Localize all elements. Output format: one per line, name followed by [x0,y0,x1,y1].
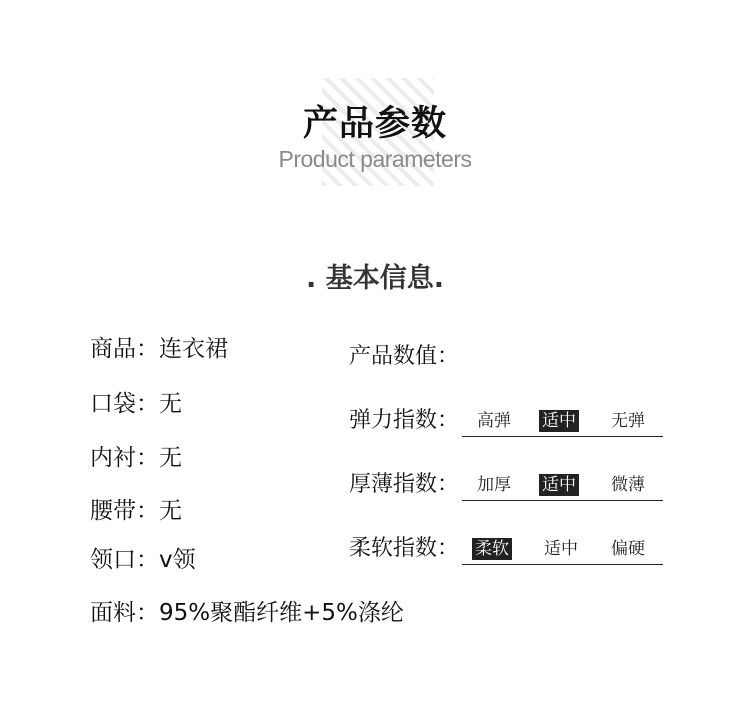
info-row-neckline [90,545,196,575]
info-value: 无 [159,391,182,417]
section-title: . 基本信息. [306,263,444,294]
info-row-fabric [90,598,404,628]
scale-option: 高弹 [477,411,511,431]
scale-option: 加厚 [477,475,511,495]
page-title: 产品参数 [302,104,447,144]
elasticity-scale [462,408,663,437]
scale-option-selected: 适中 [539,474,579,496]
scale-option: 无弹 [611,411,645,431]
softness-scale [462,536,663,565]
info-value: 连衣裙 [159,336,228,362]
info-value: v领 [159,547,196,573]
info-value: 无 [159,445,182,471]
info-label: 面料： [90,600,159,626]
thickness-label: 厚薄指数： [349,472,460,497]
info-label: 腰带： [90,498,159,524]
elasticity-label: 弹力指数： [349,408,460,433]
info-label: 领口： [90,547,159,573]
scale-option-selected: 柔软 [472,538,512,560]
info-row-lining [90,443,182,473]
info-row-product [90,334,228,364]
scale-option: 偏硬 [611,539,645,559]
info-row-pocket [90,389,182,419]
softness-label: 柔软指数： [349,536,460,561]
info-value: 95%聚酯纤维+5%涤纶 [159,600,404,626]
indices-title: 产品数值： [349,344,460,369]
scale-option: 微薄 [611,475,645,495]
scale-option-selected: 适中 [539,410,579,432]
info-value: 无 [159,498,182,524]
info-label: 商品： [90,336,159,362]
info-row-belt [90,496,182,526]
info-label: 口袋： [90,391,159,417]
thickness-scale [462,472,663,501]
page-subtitle: Product parameters [278,146,472,172]
info-label: 内衬： [90,445,159,471]
scale-option: 适中 [544,539,578,559]
